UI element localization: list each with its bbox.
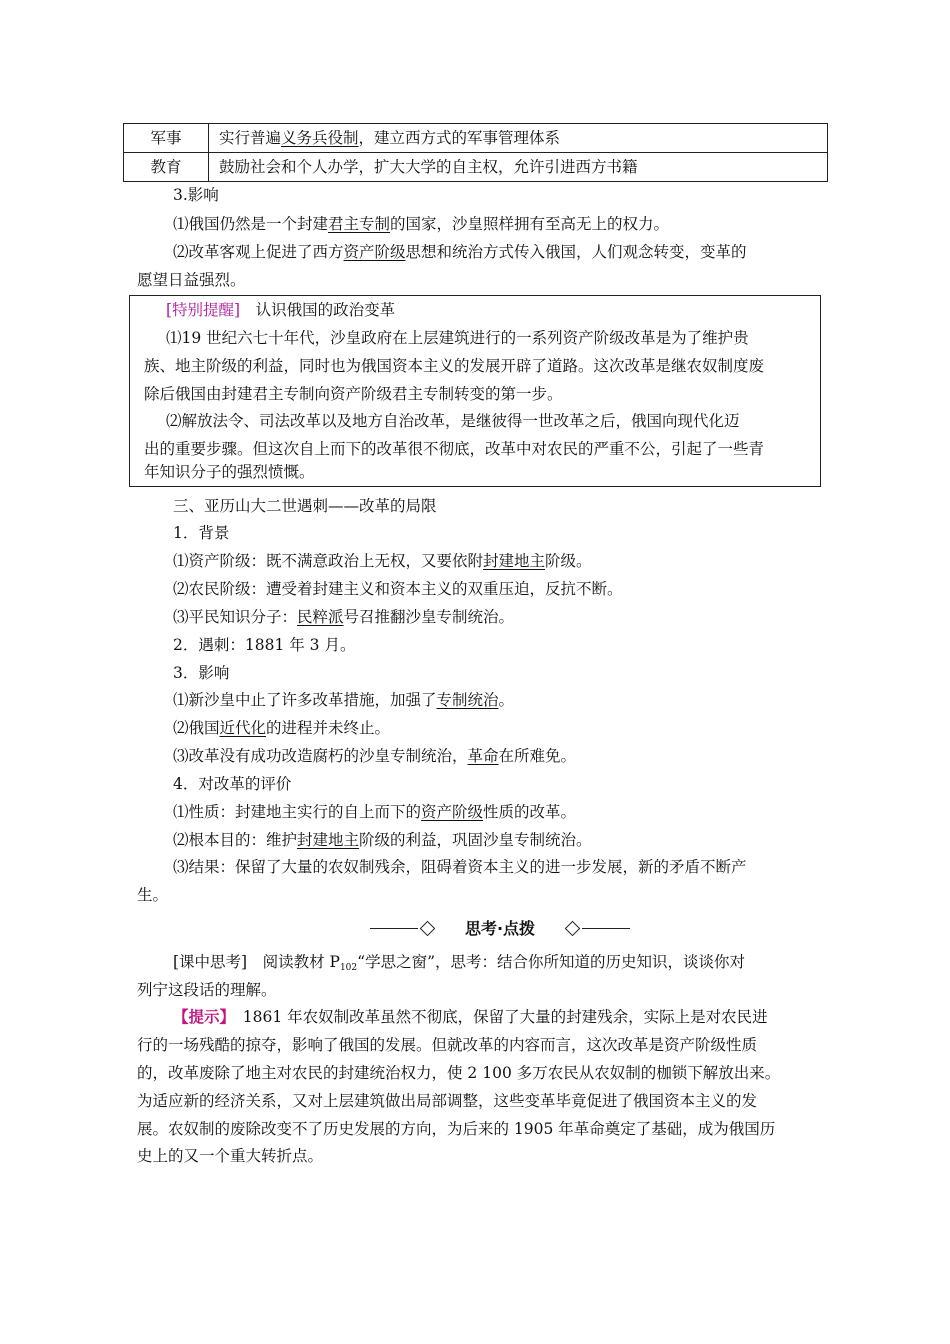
underlined-term: 义务兵役制 — [281, 129, 359, 147]
reform-table — [123, 123, 828, 182]
list-item: ⑶改革没有成功改造腐朽的沙皇专制统治，革命在所难免。 — [173, 747, 577, 765]
note-line: ⑵解放法令、司法改革以及地方自治改革，是继彼得一世改革之后，俄国向现代化迈 — [166, 412, 740, 430]
question: [课中思考] 阅读教材 $P_{102}“$学思之窗”，思考：结合你所知道的历史知识，谈谈你对 — [173, 953, 745, 973]
text: 实行普遍 — [219, 129, 282, 147]
list-item: ⑶平民知识分子：民粹派号召推翻沙皇专制统治。 — [173, 608, 515, 626]
underlined-term: 封建地主 — [483, 552, 546, 570]
table-cell-value — [209, 124, 828, 153]
list-item: ⑴资产阶级：既不满意政治上无权，又要依附封建地主阶级。 — [173, 552, 592, 570]
table-row — [124, 153, 828, 182]
hint-tag: 【提示】 — [173, 1007, 228, 1026]
list-item: 2．遇刺：1881 年 3 月。 — [173, 636, 356, 654]
note-line: 年知识分子的强烈愤慨。 — [144, 463, 315, 481]
divider-rule — [370, 928, 418, 929]
note-line: 出的重要步骤。但这次自上而下的改革很不彻底，改革中对农民的严重不公，引起了一些青 — [144, 440, 765, 458]
underlined-term: 革命 — [467, 747, 499, 765]
section-divider — [370, 915, 630, 943]
answer-line: 为适应新的经济关系，又对上层建筑做出局部调整，这些变革毕竟促进了俄国资本主义的发 — [137, 1092, 758, 1110]
subheading: 4．对改革的评价 — [173, 775, 292, 793]
answer-line: 展。农奴制的废除改变不了历史发展的方向，为后来的 1905 年革命奠定了基础，成为俄国历 — [137, 1120, 776, 1138]
note-title: 认识俄国的政治变革 — [255, 301, 396, 319]
diamond-icon — [565, 921, 581, 937]
answer-line: 【提示】 1861 年农奴制改革虽然不彻底，保留了大量的封建残余，实际上是对农民进 — [173, 1007, 768, 1026]
note-tag: [特别提醒] — [166, 301, 241, 319]
paragraph: ⑴俄国仍然是一个封建君主专制的国家，沙皇照样拥有至高无上的权力。 — [173, 215, 670, 233]
note-line: 族、地主阶级的利益，同时也为俄国资本主义的发展开辟了道路。这次改革是继农奴制度废 — [144, 357, 765, 375]
list-item: 生。 — [137, 886, 169, 904]
table-cell-value: 鼓励社会和个人办学，扩大大学的自主权，允许引进西方书籍 — [209, 153, 828, 182]
list-item: ⑴性质：封建地主实行的自上而下的资产阶级性质的改革。 — [173, 803, 577, 821]
subheading: 1．背景 — [173, 524, 230, 542]
paragraph: ⑵改革客观上促进了西方资产阶级思想和统治方式传入俄国，人们观念转变，变革的 — [173, 243, 747, 261]
section-title: 三、亚历山大二世遇刺——改革的局限 — [173, 497, 437, 515]
answer-line: 行的一场残酷的掠夺，影响了俄国的发展。但就改革的内容而言，这次改革是资产阶级性质 — [137, 1036, 758, 1054]
underlined-term: 资产阶级 — [343, 243, 406, 261]
table-row — [124, 124, 828, 153]
special-note-box — [129, 295, 821, 487]
answer-line: 史上的又一个重大转折点。 — [137, 1147, 324, 1165]
list-item: ⑵农民阶级：遭受着封建主义和资本主义的双重压迫，反抗不断。 — [173, 580, 623, 598]
underlined-term: 封建地主 — [297, 831, 360, 849]
paragraph: 愿望日益强烈。 — [137, 271, 246, 289]
subheading: 3．影响 — [173, 664, 230, 682]
list-item: ⑶结果：保留了大量的农奴制残余，阻碍着资本主义的进一步发展，新的矛盾不断产 — [173, 858, 747, 876]
table-cell-key: 教育 — [124, 153, 209, 182]
answer-line: 的，改革废除了地主对农民的封建统治权力，使 2 100 多万农民从农奴制的枷锁下解放出来。 — [137, 1064, 781, 1082]
underlined-term: 近代化 — [219, 719, 267, 737]
heading-impact: 3.影响 — [173, 186, 219, 204]
list-item: ⑵俄国近代化的进程并未终止。 — [173, 719, 391, 737]
divider-rule — [582, 928, 630, 929]
diamond-icon — [420, 921, 436, 937]
text: ，建立西方式的军事管理体系 — [358, 129, 561, 147]
note-line: ⑴19 世纪六七十年代，沙皇政府在上层建筑进行的一系列资产阶级改革是为了维护贵 — [166, 329, 749, 347]
underlined-term: 专制统治 — [436, 691, 499, 709]
note-line: 除后俄国由封建君主专制向资产阶级君主专制转变的第一步。 — [144, 385, 563, 403]
underlined-term: 民粹派 — [297, 608, 344, 626]
underlined-term: 君主专制 — [328, 215, 391, 233]
list-item: ⑴新沙皇中止了许多改革措施，加强了专制统治。 — [173, 691, 515, 709]
page-subscript: 102 — [339, 963, 358, 973]
list-item: ⑵根本目的：维护封建地主阶级的利益，巩固沙皇专制统治。 — [173, 831, 592, 849]
underlined-term: 资产阶级 — [421, 803, 484, 821]
divider-title: 思考·点拨 — [464, 919, 536, 938]
question: 列宁这段话的理解。 — [137, 981, 277, 999]
note-heading — [166, 296, 810, 324]
table-cell-key: 军事 — [124, 124, 209, 153]
